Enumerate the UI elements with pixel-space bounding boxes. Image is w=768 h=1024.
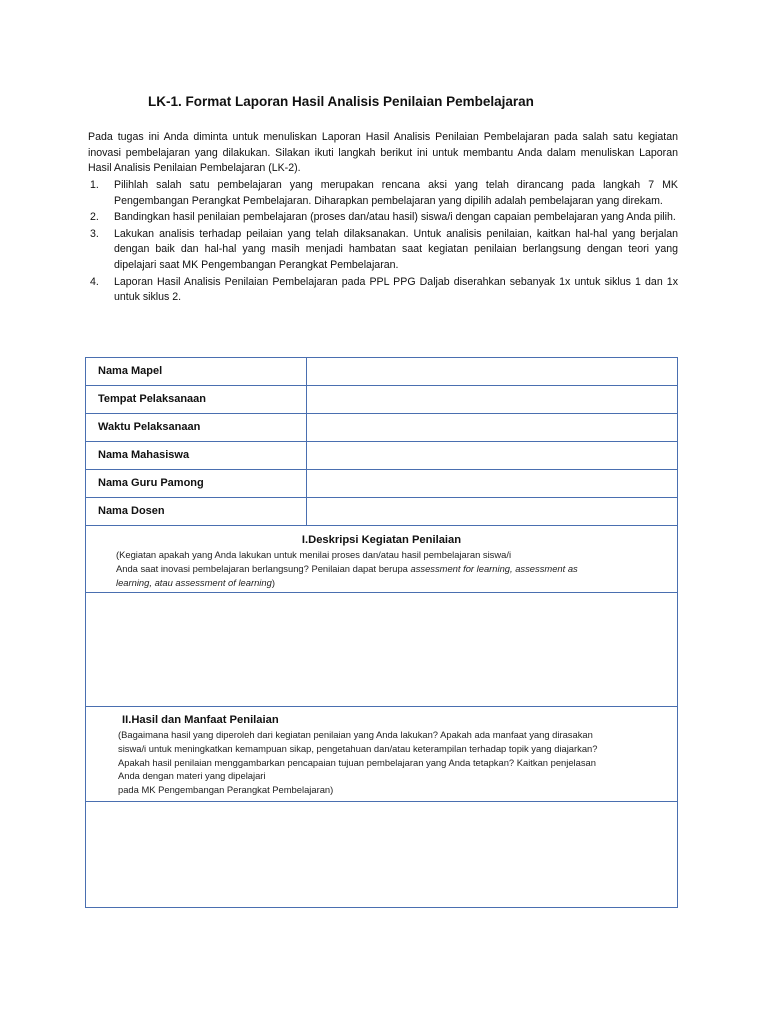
section-2-header	[86, 707, 677, 802]
section-2-note-line: (Bagaimana hasil yang diperoleh dari kegiatan penilaian yang Anda lakukan? Apakah ada manfaat yang dirasakan	[118, 729, 593, 740]
nama-guru-pamong-field[interactable]	[307, 470, 677, 497]
step-text: Lakukan analisis terhadap peilaian yang telah dilaksanakan. Untuk analisis penilaian, kaitkan hal-hal yang berjalan dengan baik dan hal-hal yang masih menjadi hambatan saat kegiatan penilaian berlangsung dengan teori yang dipelajari saat MK Pengembangan Perangkat Pembelajaran.	[114, 227, 678, 271]
field-label: Tempat Pelaksanaan	[86, 386, 307, 413]
field-label: Nama Mapel	[86, 358, 307, 385]
step-number: 1.	[90, 179, 99, 191]
step-text: Laporan Hasil Analisis Penilaian Pembelajaran pada PPL PPG Daljab diserahkan sebanyak 1x untuk siklus 1 dan 1x untuk siklus 2.	[114, 275, 678, 304]
step-number: 4.	[90, 275, 99, 288]
form-row-nama-guru-pamong	[86, 470, 677, 498]
nama-mapel-field[interactable]	[307, 358, 677, 385]
section-2-answer-area[interactable]	[86, 802, 677, 907]
list-item	[88, 227, 678, 274]
waktu-pelaksanaan-field[interactable]	[307, 414, 677, 441]
note-text: )	[271, 576, 275, 588]
section-2-instructions	[118, 728, 677, 797]
section-1-instructions	[116, 548, 677, 589]
step-text: Pilihlah salah satu pembelajaran yang merupakan rencana aksi yang telah dirancang pada langkah 7 MK Pengembangan Perangkat Pembelajaran. Diharapkan pembelajaran yang dipilih adalah pembelajaran yang direkam.	[114, 179, 678, 207]
form-row-waktu-pelaksanaan	[86, 414, 677, 442]
form-row-nama-mapel	[86, 358, 677, 386]
form-row-tempat-pelaksanaan	[86, 386, 677, 414]
list-item	[88, 275, 678, 306]
nama-dosen-field[interactable]	[307, 498, 677, 525]
field-label: Nama Guru Pamong	[86, 470, 307, 497]
field-label: Nama Dosen	[86, 498, 307, 525]
list-item	[88, 178, 678, 209]
page-title: LK-1. Format Laporan Hasil Analisis Penilaian Pembelajaran	[148, 94, 534, 109]
field-label: Waktu Pelaksanaan	[86, 414, 307, 441]
form-row-nama-dosen	[86, 498, 677, 526]
section-1-answer-area[interactable]	[86, 593, 677, 707]
tempat-pelaksanaan-field[interactable]	[307, 386, 677, 413]
field-label: Nama Mahasiswa	[86, 442, 307, 469]
step-text: Bandingkan hasil penilaian pembelajaran (proses dan/atau hasil) siswa/i dengan capaian pembelajaran yang Anda pilih.	[114, 211, 676, 224]
list-item	[88, 210, 678, 226]
form-row-nama-mahasiswa	[86, 442, 677, 470]
section-1-note-line	[116, 576, 677, 590]
section-2-note-line: pada MK Pengembangan Perangkat Pembelajaran)	[118, 784, 334, 796]
note-italic-text: assessment for learning, assessment as	[410, 562, 578, 574]
section-1-note-line	[116, 562, 677, 576]
section-2-title: II.Hasil dan Manfaat Penilaian	[122, 714, 279, 726]
intro-paragraph: Pada tugas ini Anda diminta untuk menuliskan Laporan Hasil Analisis Penilaian Pembelajaran pada salah satu kegiatan inovasi pembelajaran yang dilakukan. Silakan ikuti langkah berikut ini untuk membantu Anda dalam menuliskan Laporan Hasil Analisis Penilaian Pembelajaran (LK-2).	[88, 131, 678, 175]
section-2-note-line: siswa/i untuk meningkatkan kemampuan sikap, pengetahuan dan/atau keterampilan terhadap topik yang diajarkan?	[118, 742, 598, 754]
note-text: Anda saat inovasi pembelajaran berlangsung? Penilaian dapat berupa	[116, 562, 411, 574]
step-number: 3.	[90, 227, 99, 240]
report-form-table	[85, 357, 678, 908]
step-number: 2.	[90, 211, 99, 224]
note-italic-text: learning, atau assessment of learning	[116, 576, 272, 588]
nama-mahasiswa-field[interactable]	[307, 442, 677, 469]
section-1-title: I.Deskripsi Kegiatan Penilaian	[301, 534, 462, 546]
section-1-header	[86, 526, 677, 593]
steps-list	[88, 178, 678, 307]
section-2-note-line: Anda dengan materi yang dipelajari	[118, 770, 266, 782]
section-2-note-line: Apakah hasil penilaian menggambarkan pencapaian tujuan pembelajaran yang Anda tetapkan? Kaitkan penjelasan	[118, 756, 596, 768]
section-1-note-line: (Kegiatan apakah yang Anda lakukan untuk menilai proses dan/atau hasil pembelajaran siswa/i	[116, 549, 512, 560]
